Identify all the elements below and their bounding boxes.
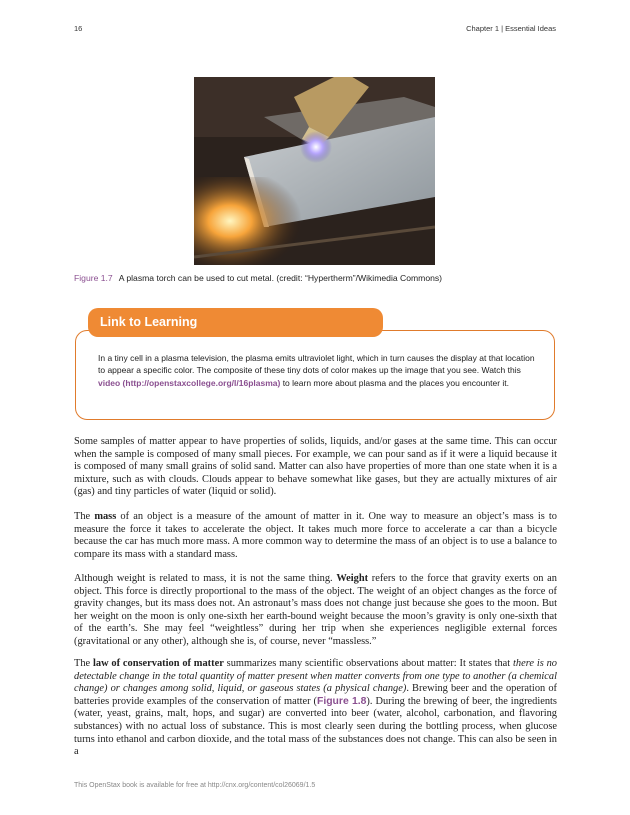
term-weight: Weight [336, 573, 369, 584]
link-box-text-before: In a tiny cell in a plasma television, the plasma emits ultraviolet light, which in turn causes the display at that location to appear a specific color. The composite of these tiny dots of color makes up the image that you see. Watch this [98, 353, 535, 376]
paragraph-mass [74, 511, 557, 561]
paragraph-text: summarizes many scientific observations about matter: It states that [223, 658, 514, 669]
figure-caption-text: A plasma torch can be used to cut metal. (credit: “Hypertherm”/Wikimedia Commons) [118, 273, 443, 283]
plasma-video-link[interactable]: video (http://openstaxcollege.org/l/16plasma) [98, 377, 281, 388]
paragraph-conservation-of-matter [74, 658, 557, 759]
page-footer: This OpenStax book is available for free at http://cnx.org/content/col26069/1.5 [74, 782, 316, 789]
link-to-learning-text [98, 352, 538, 389]
chapter-header: Chapter 1 | Essential Ideas [466, 24, 556, 33]
figure-label: Figure 1.7 [74, 273, 113, 283]
link-box-text-after: to learn more about plasma and the places you encounter it. [280, 377, 510, 388]
plasma-torch-photo [194, 77, 435, 265]
link-to-learning-title: Link to Learning [88, 308, 383, 337]
paragraph-states-of-matter [74, 436, 557, 499]
paragraph-text: . Brewing beer and the operation of batteries provide examples of the conservation of matter ( [74, 683, 557, 707]
paragraph-text: Although weight is related to mass, it is not the same thing. [74, 573, 337, 584]
law-definition: there is no detectable change in the total quantity of matter present when matter converts from one type to another (a chemical change) or changes among solid, liquid, or gaseous states (a physical change) [74, 658, 557, 695]
paragraph-text: Some samples of matter appear to have properties of solids, liquids, and/or gases at the same time. This can occur when the sample is composed of many small pieces. For example, we can pour sand as if it were a liquid because it is composed of many small grains of solid sand. Matter can also have properties of more than one state when it is a mixture, such as with clouds. Clouds appear to behave somewhat like gases, but they are actually mixtures of air (gas) and tiny particles of water (liquid or solid). [74, 436, 557, 498]
paragraph-text: refers to the force that gravity exerts on an object. This force is directly proportional to the mass of the object. The weight of an object changes as the force of gravity changes, but its mass does not. An astronaut’s mass does not change just because she goes to the moon. But her weight on the moon is only one-sixth her earth-bound weight because the moon’s gravity is only one-sixth that of the earth’s. She may feel “weightless” during her trip when she experiences negligible external forces (gravitational or any other), although she is, of course, never “massless.” [74, 573, 557, 647]
paragraph-text: of an object is a measure of the amount of matter in it. One way to measure an object’s mass is to measure the force it takes to accelerate the object. It takes much more force to accelerate a car than a bicycle because the car has much more mass. A more common way to determine the mass of an object is to use a balance to compare its mass with a standard mass. [74, 511, 557, 560]
term-mass: mass [94, 511, 117, 522]
page-number: 16 [74, 24, 83, 33]
paragraph-text: ). During the brewing of beer, the ingredients (water, yeast, grains, malt, hops, and sugar) are converted into beer (water, alcohol, carbonation, and flavoring substances) with no actual loss of substance. This is most clearly seen during the bottling process, when glucose turns into ethanol and carbon dioxide, and the total mass of the substances does not change. This can also be seen in a [74, 695, 557, 758]
term-law-of-conservation: law of conservation of matter [93, 658, 224, 669]
figure-caption [74, 273, 442, 283]
figure-1-8-link[interactable]: Figure 1.8 [316, 695, 367, 707]
paragraph-weight [74, 573, 557, 649]
paragraph-text: The [74, 658, 93, 669]
paragraph-text: The [74, 511, 95, 522]
